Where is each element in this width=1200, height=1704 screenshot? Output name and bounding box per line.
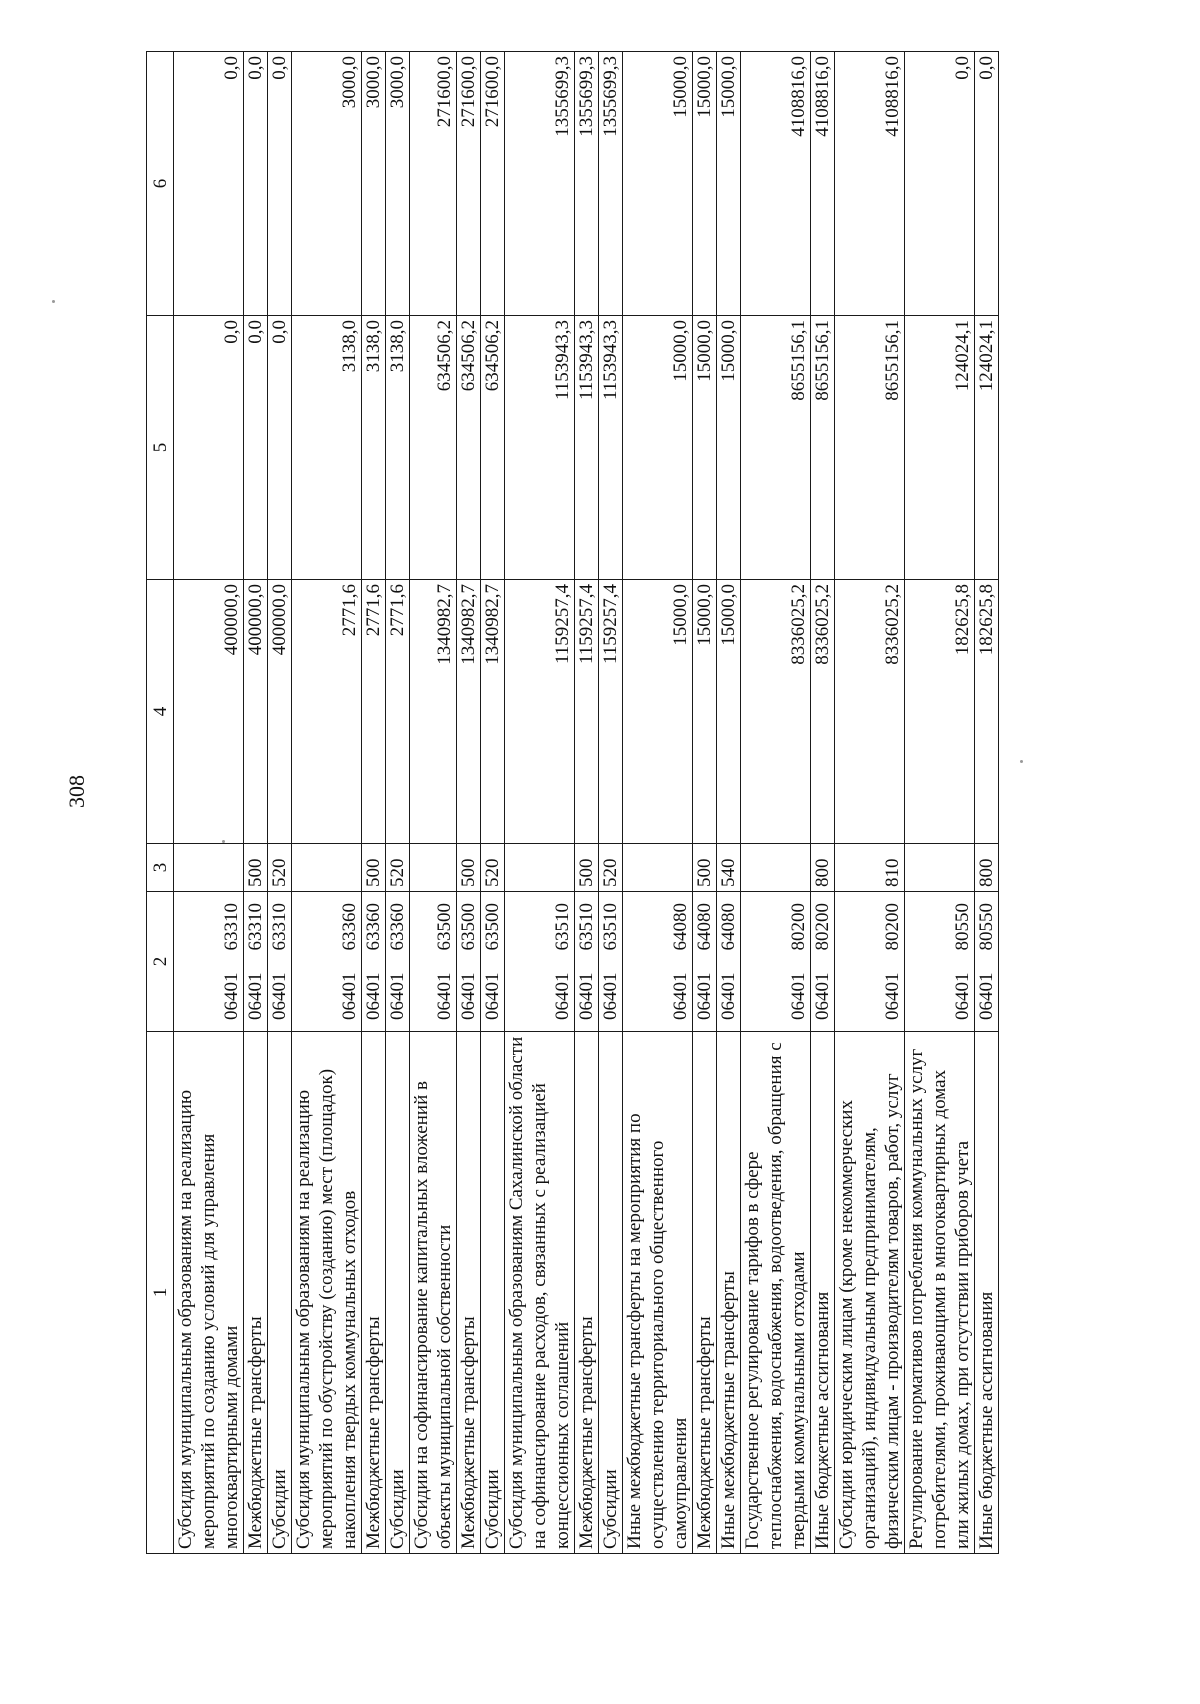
amount-col-6: 1355699,3 — [505, 52, 575, 316]
expense-type: 500 — [457, 844, 481, 892]
expense-type: 520 — [386, 844, 410, 892]
row-name: Иные межбюджетные трансферты на мероприятия по осуществлению территориального общественного самоуправления — [623, 1032, 693, 1554]
amount-col-4: 8336025,2 — [741, 580, 811, 844]
direction-code: 63310 — [244, 892, 268, 962]
program-code: 06401 — [505, 962, 575, 1032]
table-row — [292, 52, 362, 1554]
amount-col-5: 0,0 — [174, 316, 244, 580]
table-row — [244, 52, 268, 1554]
amount-col-5: 1153943,3 — [575, 316, 599, 580]
amount-col-6: 0,0 — [174, 52, 244, 316]
table-row — [693, 52, 717, 1554]
expense-type — [505, 844, 575, 892]
row-name: Субсидии — [268, 1032, 292, 1554]
amount-col-5: 3138,0 — [386, 316, 410, 580]
column-header: 5 — [147, 316, 174, 580]
direction-code: 64080 — [623, 892, 693, 962]
amount-col-5: 0,0 — [244, 316, 268, 580]
amount-col-5: 634506,2 — [481, 316, 505, 580]
program-code: 06401 — [174, 962, 244, 1032]
row-name: Иные межбюджетные трансферты — [717, 1032, 741, 1554]
direction-code: 63510 — [575, 892, 599, 962]
direction-code: 63310 — [268, 892, 292, 962]
column-header: 4 — [147, 580, 174, 844]
direction-code: 63510 — [505, 892, 575, 962]
table-row — [575, 52, 599, 1554]
program-code: 06401 — [975, 962, 999, 1032]
expense-type: 810 — [835, 844, 905, 892]
amount-col-6: 4108816,0 — [835, 52, 905, 316]
amount-col-6: 0,0 — [268, 52, 292, 316]
direction-code: 63360 — [386, 892, 410, 962]
amount-col-4: 1159257,4 — [505, 580, 575, 844]
row-name: Субсидия муниципальным образованиям на реализацию мероприятий по обустройству (созданию) мест (площадок) накопления твердых коммунальных отходов — [292, 1032, 362, 1554]
table-row — [174, 52, 244, 1554]
amount-col-4: 1340982,7 — [457, 580, 481, 844]
amount-col-5: 15000,0 — [693, 316, 717, 580]
row-name: Субсидия муниципальным образованиям Сахалинской области на софинансирование расходов, связанных с реализацией концессионных соглашений — [505, 1032, 575, 1554]
scan-speck — [52, 300, 55, 303]
amount-col-6: 0,0 — [975, 52, 999, 316]
amount-col-4: 182625,8 — [905, 580, 975, 844]
rotated-table-wrapper — [146, 52, 1084, 1554]
program-code: 06401 — [386, 962, 410, 1032]
amount-col-6: 271600,0 — [457, 52, 481, 316]
program-code: 06401 — [292, 962, 362, 1032]
amount-col-4: 1340982,7 — [410, 580, 457, 844]
column-header: 6 — [147, 52, 174, 316]
expense-type: 500 — [244, 844, 268, 892]
amount-col-5: 8655156,1 — [811, 316, 835, 580]
row-name: Субсидии юридическим лицам (кроме некоммерческих организаций), индивидуальным предпринимателям, физическим лицам - производителям товаров, работ, услуг — [835, 1032, 905, 1554]
direction-code: 80200 — [741, 892, 811, 962]
amount-col-6: 15000,0 — [717, 52, 741, 316]
program-code: 06401 — [835, 962, 905, 1032]
amount-col-5: 1153943,3 — [599, 316, 623, 580]
amount-col-6: 3000,0 — [386, 52, 410, 316]
row-name: Субсидии — [599, 1032, 623, 1554]
header-row — [147, 52, 174, 1554]
program-code: 06401 — [693, 962, 717, 1032]
amount-col-6: 0,0 — [244, 52, 268, 316]
amount-col-6: 1355699,3 — [599, 52, 623, 316]
table-row — [362, 52, 386, 1554]
table-row — [410, 52, 457, 1554]
table-row — [599, 52, 623, 1554]
program-code: 06401 — [599, 962, 623, 1032]
expense-type: 800 — [811, 844, 835, 892]
row-name: Межбюджетные трансферты — [575, 1032, 599, 1554]
amount-col-4: 1159257,4 — [575, 580, 599, 844]
amount-col-5: 124024,1 — [905, 316, 975, 580]
expense-type: 500 — [693, 844, 717, 892]
table-body — [174, 52, 999, 1554]
direction-code: 63500 — [410, 892, 457, 962]
expense-type — [410, 844, 457, 892]
expense-type — [174, 844, 244, 892]
direction-code: 63310 — [174, 892, 244, 962]
expense-type: 800 — [975, 844, 999, 892]
table-row — [268, 52, 292, 1554]
amount-col-6: 4108816,0 — [811, 52, 835, 316]
amount-col-5: 634506,2 — [457, 316, 481, 580]
expense-type — [292, 844, 362, 892]
program-code: 06401 — [481, 962, 505, 1032]
table-row — [975, 52, 999, 1554]
expense-type: 520 — [481, 844, 505, 892]
program-code: 06401 — [623, 962, 693, 1032]
direction-code: 80550 — [975, 892, 999, 962]
amount-col-5: 3138,0 — [362, 316, 386, 580]
amount-col-6: 1355699,3 — [575, 52, 599, 316]
expense-type: 540 — [717, 844, 741, 892]
direction-code: 80550 — [905, 892, 975, 962]
amount-col-5: 8655156,1 — [835, 316, 905, 580]
amount-col-4: 15000,0 — [717, 580, 741, 844]
amount-col-5: 15000,0 — [717, 316, 741, 580]
amount-col-6: 15000,0 — [623, 52, 693, 316]
direction-code: 63500 — [481, 892, 505, 962]
table-row — [623, 52, 693, 1554]
column-header: 3 — [147, 844, 174, 892]
amount-col-6: 3000,0 — [362, 52, 386, 316]
row-name: Субсидии — [481, 1032, 505, 1554]
amount-col-4: 182625,8 — [975, 580, 999, 844]
row-name: Регулирование нормативов потребления коммунальных услуг потребителями, проживающими в многоквартирных домах или жилых домах, при отсутствии приборов учета — [905, 1032, 975, 1554]
table-row — [835, 52, 905, 1554]
budget-table — [146, 51, 999, 1554]
page-number: 308 — [64, 775, 89, 808]
row-name: Межбюджетные трансферты — [693, 1032, 717, 1554]
table-row — [505, 52, 575, 1554]
expense-type: 500 — [362, 844, 386, 892]
column-header: 1 — [147, 1032, 174, 1554]
amount-col-4: 8336025,2 — [835, 580, 905, 844]
amount-col-5: 8655156,1 — [741, 316, 811, 580]
expense-type — [623, 844, 693, 892]
row-name: Субсидия муниципальным образованиям на реализацию мероприятий по созданию условий для управления многоквартирными домами — [174, 1032, 244, 1554]
amount-col-4: 400000,0 — [268, 580, 292, 844]
program-code: 06401 — [575, 962, 599, 1032]
row-name: Межбюджетные трансферты — [244, 1032, 268, 1554]
amount-col-4: 8336025,2 — [811, 580, 835, 844]
table-row — [481, 52, 505, 1554]
row-name: Межбюджетные трансферты — [362, 1032, 386, 1554]
table-row — [811, 52, 835, 1554]
amount-col-6: 0,0 — [905, 52, 975, 316]
amount-col-6: 4108816,0 — [741, 52, 811, 316]
amount-col-4: 1340982,7 — [481, 580, 505, 844]
row-name: Государственное регулирование тарифов в сфере теплоснабжения, водоснабжения, водоотведения, обращения с твердыми коммунальными отходами — [741, 1032, 811, 1554]
row-name: Иные бюджетные ассигнования — [811, 1032, 835, 1554]
table-row — [741, 52, 811, 1554]
amount-col-5: 3138,0 — [292, 316, 362, 580]
amount-col-5: 0,0 — [268, 316, 292, 580]
amount-col-5: 124024,1 — [975, 316, 999, 580]
amount-col-4: 2771,6 — [386, 580, 410, 844]
table-row — [386, 52, 410, 1554]
direction-code: 80200 — [811, 892, 835, 962]
amount-col-6: 3000,0 — [292, 52, 362, 316]
direction-code: 63510 — [599, 892, 623, 962]
program-code: 06401 — [811, 962, 835, 1032]
direction-code: 80200 — [835, 892, 905, 962]
table-row — [717, 52, 741, 1554]
amount-col-4: 15000,0 — [623, 580, 693, 844]
amount-col-5: 1153943,3 — [505, 316, 575, 580]
direction-code: 64080 — [717, 892, 741, 962]
expense-type: 520 — [599, 844, 623, 892]
table-row — [457, 52, 481, 1554]
amount-col-5: 634506,2 — [410, 316, 457, 580]
expense-type: 500 — [575, 844, 599, 892]
program-code: 06401 — [244, 962, 268, 1032]
row-name: Иные бюджетные ассигнования — [975, 1032, 999, 1554]
program-code: 06401 — [717, 962, 741, 1032]
amount-col-6: 271600,0 — [481, 52, 505, 316]
amount-col-4: 15000,0 — [693, 580, 717, 844]
direction-code: 63360 — [292, 892, 362, 962]
column-header: 2 — [147, 892, 174, 1032]
amount-col-4: 2771,6 — [292, 580, 362, 844]
amount-col-4: 400000,0 — [244, 580, 268, 844]
program-code: 06401 — [905, 962, 975, 1032]
direction-code: 63500 — [457, 892, 481, 962]
row-name: Субсидии — [386, 1032, 410, 1554]
row-name: Субсидии на софинансирование капитальных вложений в объекты муниципальной собственности — [410, 1032, 457, 1554]
amount-col-4: 400000,0 — [174, 580, 244, 844]
amount-col-4: 2771,6 — [362, 580, 386, 844]
amount-col-5: 15000,0 — [623, 316, 693, 580]
expense-type: 520 — [268, 844, 292, 892]
program-code: 06401 — [457, 962, 481, 1032]
amount-col-6: 15000,0 — [693, 52, 717, 316]
program-code: 06401 — [741, 962, 811, 1032]
program-code: 06401 — [362, 962, 386, 1032]
program-code: 06401 — [268, 962, 292, 1032]
direction-code: 64080 — [693, 892, 717, 962]
direction-code: 63360 — [362, 892, 386, 962]
expense-type — [905, 844, 975, 892]
table-row — [905, 52, 975, 1554]
program-code: 06401 — [410, 962, 457, 1032]
amount-col-4: 1159257,4 — [599, 580, 623, 844]
expense-type — [741, 844, 811, 892]
amount-col-6: 271600,0 — [410, 52, 457, 316]
row-name: Межбюджетные трансферты — [457, 1032, 481, 1554]
